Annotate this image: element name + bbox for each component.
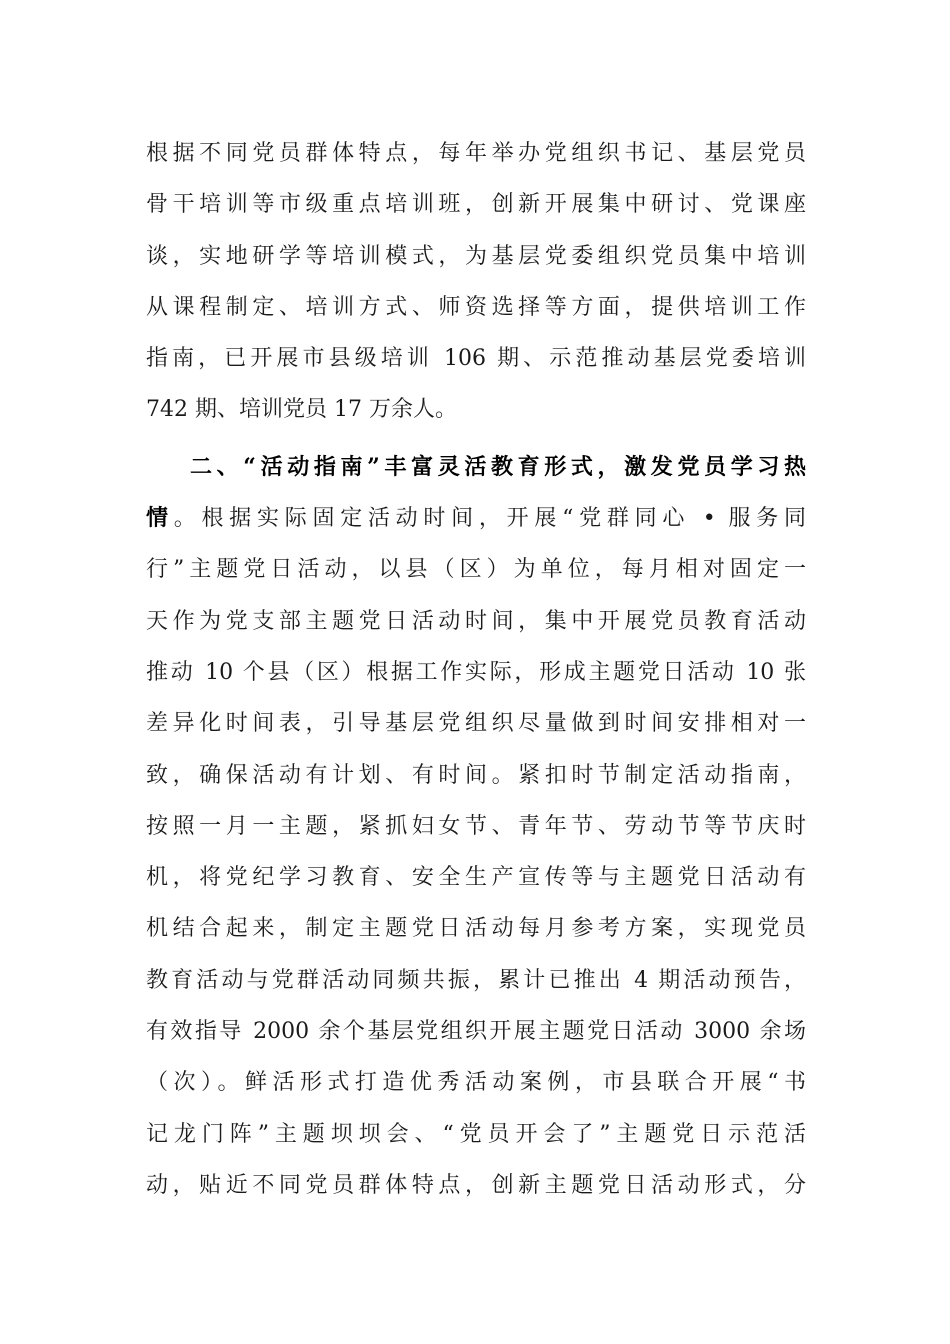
text-line: 差异化时间表，引导基层党组织尽量做到时间安排相对一 (146, 711, 806, 737)
text-line: 教育活动与党群活动同频共振，累计已推出 4 期活动预告， (146, 967, 806, 993)
text-line: 指南，已开展市县级培训 106 期、示范推动基层党委培训 (146, 346, 806, 372)
text-span: 。根据实际固定活动时间，开展“党群同心 • 服务同 (173, 506, 806, 532)
text-line: 742 期、培训党员 17 万余人。 (146, 397, 457, 423)
text-line: 动，贴近不同党员群体特点，创新主题党日活动形式，分 (146, 1172, 806, 1198)
document-body (146, 128, 806, 1211)
text-line: 按照一月一主题，紧抓妇女节、青年节、劳动节等节庆时 (146, 813, 806, 839)
text-line: 骨干培训等市级重点培训班，创新开展集中研讨、党课座 (146, 192, 806, 218)
paragraph-training (146, 128, 806, 436)
text-line: （次）。鲜活形式打造优秀活动案例，市县联合开展“书 (146, 1070, 806, 1096)
text-line: 有效指导 2000 余个基层党组织开展主题党日活动 3000 余场 (146, 1019, 806, 1045)
section-heading: 二、“活动指南”丰富灵活教育形式，激发党员学习热 (190, 453, 806, 480)
text-line: 根据不同党员群体特点，每年举办党组织书记、基层党员 (146, 141, 806, 166)
text-line: 从课程制定、培训方式、师资选择等方面，提供培训工作 (146, 294, 806, 320)
text-line: 谈，实地研学等培训模式，为基层党委组织党员集中培训 (146, 243, 806, 269)
text-line: 机结合起来，制定主题党日活动每月参考方案，实现党员 (146, 916, 806, 942)
text-line (146, 493, 806, 544)
text-line: 致，确保活动有计划、有时间。紧扣时节制定活动指南， (146, 762, 806, 788)
section-heading-end: 情 (146, 505, 174, 532)
text-line: 天作为党支部主题党日活动时间，集中开展党员教育活动 (146, 608, 806, 634)
text-line: 推动 10 个县（区）根据工作实际，形成主题党日活动 10 张 (146, 659, 806, 685)
text-line: 行”主题党日活动，以县（区）为单位，每月相对固定一 (146, 557, 806, 583)
text-line: 机，将党纪学习教育、安全生产宣传等与主题党日活动有 (146, 865, 806, 891)
paragraph-activity-guide (146, 442, 806, 1211)
text-line: 记龙门阵”主题坝坝会、“党员开会了”主题党日示范活 (146, 1121, 806, 1147)
